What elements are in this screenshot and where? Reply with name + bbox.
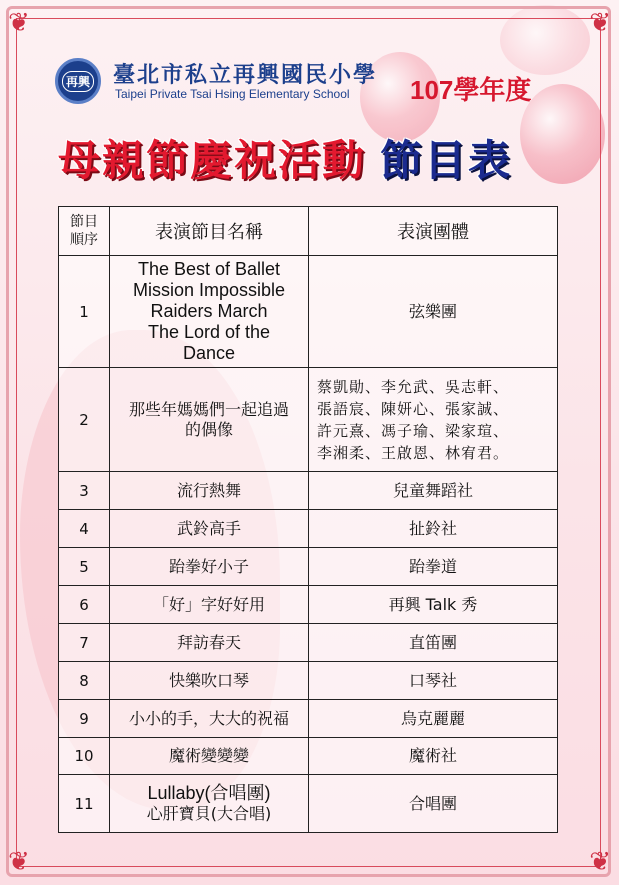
performer-line: 李湘柔、王啟恩、林宥君。 [317, 443, 510, 462]
program-order: 3 [59, 472, 110, 510]
table-row [59, 368, 558, 472]
program-order: 5 [59, 548, 110, 586]
table-row [59, 472, 558, 510]
program-name [110, 472, 309, 510]
table-row [59, 775, 558, 833]
school-name-en: Taipei Private Tsai Hsing Elementary School [115, 87, 350, 101]
performer-group [309, 775, 558, 833]
performer-group [309, 624, 558, 662]
program-name [110, 510, 309, 548]
table-row [59, 548, 558, 586]
performer-line: 張語宸、陳妍心、張家誠、 [317, 399, 510, 418]
table-row [59, 662, 558, 700]
header-order-line1: 節目 [70, 214, 98, 230]
program-order: 7 [59, 624, 110, 662]
program-name-line: 那些年媽媽們一起追過 [128, 399, 289, 419]
program-order: 11 [59, 775, 110, 833]
title-main: 母親節慶祝活動 [58, 137, 367, 184]
program-table [58, 206, 558, 833]
program-name-line: 心肝寶貝(大合唱) [146, 804, 272, 823]
performer-line: 蔡凱勛、李允武、吳志軒、 [317, 377, 510, 396]
program-name-line: The Lord of the [147, 322, 271, 342]
program-name [110, 775, 309, 833]
program-name-line: 快樂吹口琴 [168, 670, 249, 690]
performer-line: 魔術社 [408, 746, 457, 765]
program-name-line: Raiders March [150, 301, 268, 321]
performer-line: 跆拳道 [408, 556, 457, 576]
program-name-line: 跆拳好小子 [168, 556, 249, 576]
program-name [110, 662, 309, 700]
corner-flourish-icon: ❦ [8, 8, 30, 38]
program-name-line: 的偶像 [184, 419, 233, 439]
performer-group [309, 256, 558, 368]
table-row [59, 700, 558, 738]
program-name [110, 586, 309, 624]
program-name-line: 小小的手，大大的祝福 [128, 708, 289, 728]
academic-year-label: 107學年度 [410, 75, 532, 105]
header-order [59, 207, 110, 256]
table-row [59, 510, 558, 548]
performer-group [309, 700, 558, 738]
program-name [110, 548, 309, 586]
school-logo-icon [55, 58, 101, 104]
program-name [110, 368, 309, 472]
title-suffix: 節目表 [380, 137, 513, 184]
performer-line: 弦樂團 [408, 301, 457, 321]
school-name-zh: 臺北市私立再興國民小學 [113, 62, 378, 88]
program-name-line: Mission Impossible [132, 280, 286, 300]
corner-flourish-icon: ❦ [589, 847, 611, 877]
header-performer: 表演團體 [309, 207, 558, 256]
performer-line: 合唱團 [408, 793, 457, 813]
program-name-line: 拜訪春天 [176, 632, 241, 652]
performer-group [309, 548, 558, 586]
page-title [58, 128, 578, 188]
header-program-name: 表演節目名稱 [110, 207, 309, 256]
performer-line: 口琴社 [408, 670, 457, 690]
table-row [59, 624, 558, 662]
program-order: 8 [59, 662, 110, 700]
program-order: 6 [59, 586, 110, 624]
performer-group [309, 510, 558, 548]
performer-line: 兒童舞蹈社 [392, 480, 473, 500]
table-header-row [59, 207, 558, 256]
performer-group [309, 738, 558, 775]
performer-group [309, 368, 558, 472]
program-name [110, 256, 309, 368]
performer-line: 再興 Talk 秀 [388, 594, 478, 614]
program-order: 1 [59, 256, 110, 368]
corner-flourish-icon: ❦ [8, 847, 30, 877]
program-order: 2 [59, 368, 110, 472]
school-logo-text: 再興 [62, 71, 94, 92]
program-name-line: 「好」字好好用 [152, 594, 265, 614]
performer-line: 直笛團 [408, 632, 457, 652]
performer-line: 扯鈴社 [408, 518, 457, 538]
program-order: 4 [59, 510, 110, 548]
performer-group [309, 586, 558, 624]
header-order-line2: 順序 [70, 232, 98, 248]
performer-group [309, 662, 558, 700]
program-name-line: 魔術變變變 [168, 746, 249, 765]
program-order: 10 [59, 738, 110, 775]
program-name-line: Lullaby(合唱團) [147, 783, 271, 803]
program-name-line: The Best of Ballet [137, 259, 281, 279]
corner-flourish-icon: ❦ [589, 8, 611, 38]
program-order: 9 [59, 700, 110, 738]
table-row [59, 586, 558, 624]
performer-line: 許元熹、馮子瑜、梁家瑄、 [317, 421, 510, 440]
table-row [59, 256, 558, 368]
performer-line: 烏克麗麗 [400, 708, 465, 728]
table-row [59, 738, 558, 775]
program-name [110, 700, 309, 738]
performer-group [309, 472, 558, 510]
program-name [110, 738, 309, 775]
program-name-line: 流行熱舞 [176, 480, 241, 500]
program-name-line: 武鈴高手 [176, 518, 241, 538]
program-name-line: Dance [182, 343, 236, 363]
program-name [110, 624, 309, 662]
